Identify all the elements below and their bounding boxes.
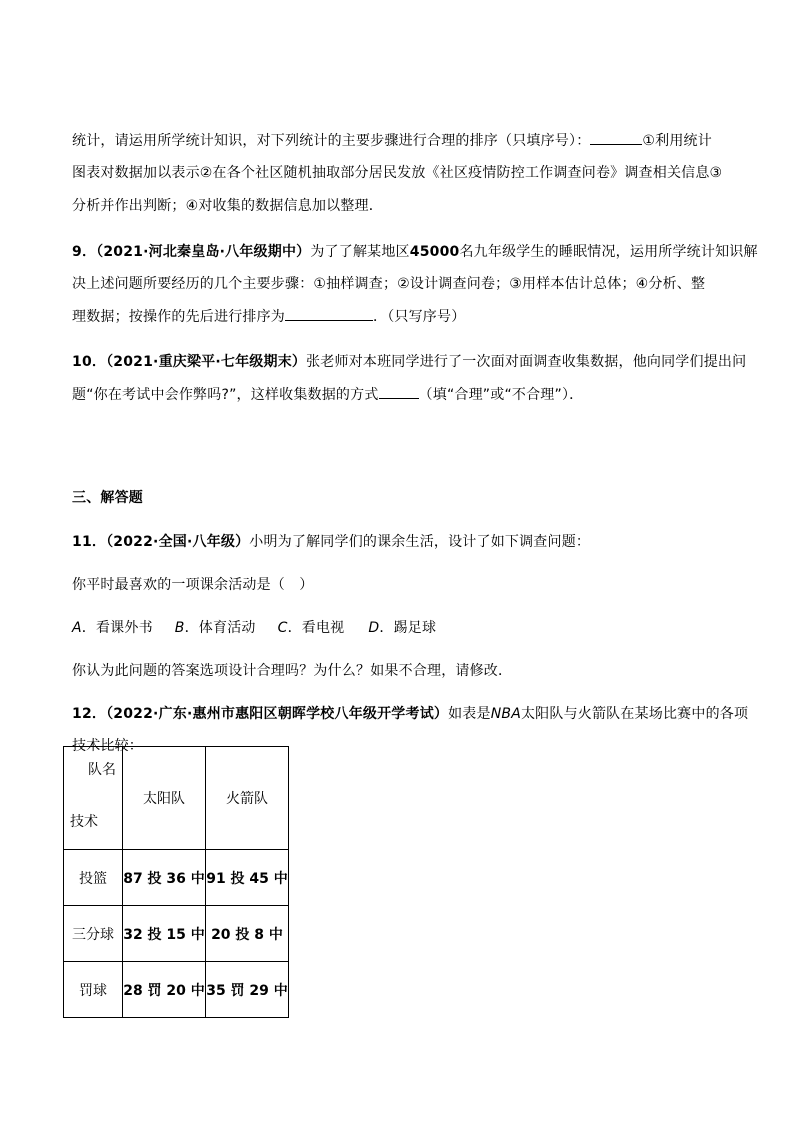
q10-source: （2021·重庆梁平·七年级期末） xyxy=(106,354,307,370)
q11-option-c: C．看电视 xyxy=(277,620,345,636)
q9-line1-text: 为了了解某地区 xyxy=(310,244,410,260)
q12-number: 12． xyxy=(72,706,107,722)
q8-line1-tail: ①利用统计 xyxy=(642,133,712,149)
suns-value: 32 投 15 中 xyxy=(123,906,206,962)
rockets-value: 35 罚 29 中 xyxy=(206,962,289,1018)
q9-line3 xyxy=(72,306,465,327)
q10-answer-blank xyxy=(379,384,419,399)
q10-line1-text: 张老师对本班同学进行了一次面对面调查收集数据，他向同学们提出问 xyxy=(306,354,747,370)
q10-line1 xyxy=(72,352,746,372)
q12-line1-tail: 太阳队与火箭队在某场比赛中的各项 xyxy=(520,706,749,722)
row-label: 三分球 xyxy=(64,906,123,962)
q11-line1-text: 小明为了解同学们的课余生活，设计了如下调查问题： xyxy=(249,534,591,550)
table-diagonal-header xyxy=(64,747,123,850)
q11-option-d: D．踢足球 xyxy=(368,620,437,636)
q9-number: 9． xyxy=(72,244,97,260)
q12-nba: NBA xyxy=(490,706,521,722)
table-header-row xyxy=(64,747,289,850)
q8-line3: 分析并作出判断；④对收集的数据信息加以整理． xyxy=(72,198,383,214)
header-tech-label: 技术 xyxy=(70,814,98,830)
column-header-suns: 太阳队 xyxy=(123,747,206,850)
q9-source: （2021·河北秦皇岛·八年级期中） xyxy=(96,244,311,260)
q12-line2: 技术比较： xyxy=(72,738,143,754)
q10-line2 xyxy=(72,384,583,405)
row-label: 投篮 xyxy=(64,850,123,906)
q11-number: 11． xyxy=(72,534,107,550)
rockets-value: 20 投 8 中 xyxy=(206,906,289,962)
q12-line1 xyxy=(72,704,748,724)
q10-line2-text: 题“你在考试中会作弊吗?”，这样收集数据的方式 xyxy=(72,387,379,403)
q8-line1-text: 统计，请运用所学统计知识，对下列统计的主要步骤进行合理的排序（只填序号）： xyxy=(72,133,591,149)
suns-value: 28 罚 20 中 xyxy=(123,962,206,1018)
q9-line3-text: 理数据；按操作的先后进行排序为 xyxy=(72,309,285,325)
q11-question: 你平时最喜欢的一项课余活动是（ ） xyxy=(72,577,314,593)
q9-student-count: 45000 xyxy=(409,244,460,260)
tech-comparison-table xyxy=(63,746,289,1018)
table-row xyxy=(64,850,289,906)
q12-source: （2022·广东·惠州市惠阳区朝晖学校八年级开学考试） xyxy=(106,706,449,722)
suns-value: 87 投 36 中 xyxy=(123,850,206,906)
q10-number: 10． xyxy=(72,354,107,370)
column-header-rockets: 火箭队 xyxy=(206,747,289,850)
q9-line1 xyxy=(72,242,758,262)
q11-options xyxy=(72,618,436,638)
q9-line1-tail: 名九年级学生的睡眠情况，运用所学统计知识解 xyxy=(459,244,758,260)
q9-line3-tail: ．（只写序号） xyxy=(373,309,466,325)
q12-line1-text: 如表是 xyxy=(448,706,491,722)
q10-line2-tail: （填“合理”或“不合理”）． xyxy=(418,387,584,403)
q8-line1 xyxy=(72,130,712,151)
table-row xyxy=(64,962,289,1018)
q11-line1 xyxy=(72,532,590,552)
q9-answer-blank xyxy=(285,306,373,321)
q8-answer-blank xyxy=(590,130,642,145)
q11-option-a: A．看课外书 xyxy=(72,620,153,636)
section-title: 三、解答题 xyxy=(72,490,143,506)
table-row xyxy=(64,906,289,962)
row-label: 罚球 xyxy=(64,962,123,1018)
q11-followup: 你认为此问题的答案选项设计合理吗？为什么？如果不合理，请修改． xyxy=(72,663,513,679)
q11-source: （2022·全国·八年级） xyxy=(106,534,250,550)
q11-option-b: B．体育活动 xyxy=(174,620,256,636)
q9-line2: 决上述问题所要经历的几个主要步骤：①抽样调查；②设计调查问卷；③用样本估计总体；④分析、整 xyxy=(72,276,706,292)
q8-line2: 图表对数据加以表示②在各个社区随机抽取部分居民发放《社区疫情防控工作调查问卷》调查相关信息③ xyxy=(72,165,723,181)
rockets-value: 91 投 45 中 xyxy=(206,850,289,906)
header-team-label: 队名 xyxy=(88,762,116,778)
